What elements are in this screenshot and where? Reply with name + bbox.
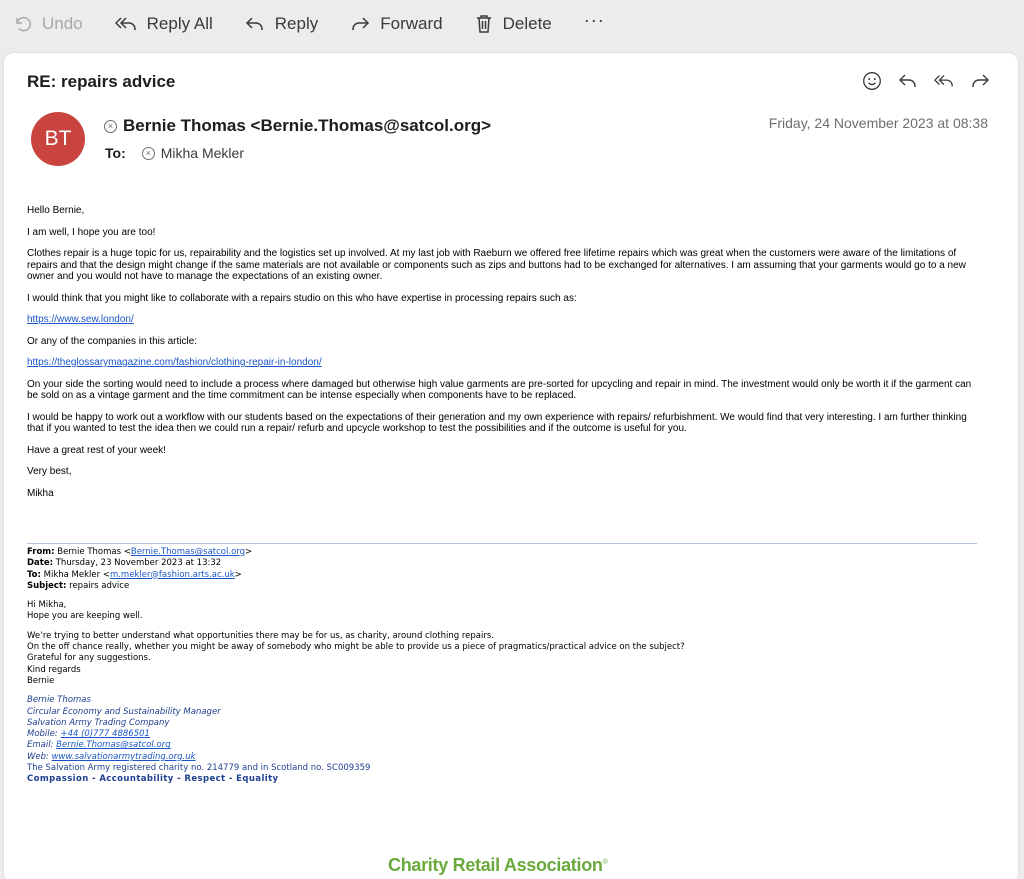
trash-icon [475,14,493,34]
body-paragraph: On your side the sorting would need to include a process where damaged but otherwise high value garments are pre-sorted for upcycling and repair in mind. The investment would only be worth it if the garment can be sold on as a vintage garment and the time commitment can be intense especially when components have to be replaced. [27,378,972,401]
message-body [27,205,977,509]
signature-web-link[interactable]: www.salvationarmytrading.org.uk [51,751,196,762]
signature-phone-link[interactable]: +44 (0)777 4886501 [60,729,150,740]
undo-button[interactable] [14,8,83,40]
quoted-from-email-link[interactable]: Bernie.Thomas@satcol.org [130,547,246,557]
reply-icon [245,16,265,32]
quoted-line: Kind regards [27,664,81,675]
signature-name: Bernie Thomas [27,695,91,706]
glossary-magazine-link[interactable]: https://theglossarymagazine.com/fashion/clothing-repair-in-london/ [27,357,322,368]
sender-name[interactable]: Bernie Thomas <Bernie.Thomas@satcol.org> [123,116,492,135]
reply-all-icon [115,16,137,32]
delete-label: Delete [502,14,552,33]
signature-company: Salvation Army Trading Company [27,717,170,728]
undo-label: Undo [42,14,83,33]
reply-button[interactable] [245,8,318,40]
reply-all-icon[interactable] [934,71,954,91]
forward-button[interactable] [350,8,442,40]
reply-all-button[interactable] [115,8,213,40]
more-icon: ··· [583,9,605,30]
delete-button[interactable] [475,8,552,40]
remove-contact-icon[interactable]: × [142,147,155,160]
recipient-line [105,145,244,161]
remove-contact-icon[interactable]: × [104,120,117,133]
reply-all-label: Reply All [146,14,213,33]
body-paragraph: Or any of the companies in this article: [27,335,198,347]
body-closing: Very best, [27,466,72,477]
quoted-line: Hope you are keeping well. [27,611,143,622]
signature-mobile: Mobile: +44 (0)777 4886501 [27,729,150,740]
signature-title: Circular Economy and Sustainability Manager [27,706,221,717]
sew-london-link[interactable]: https://www.sew.london/ [27,314,134,325]
message-subject: RE: repairs advice [27,72,176,91]
undo-icon [14,15,32,33]
body-paragraph: I am well, I hope you are too! [27,226,156,238]
quoted-line: Bernie [27,675,55,686]
body-paragraph: I would think that you might like to collaborate with a repairs studio on this who have expertise in processing repairs such as: [27,292,577,304]
signature-charity-info: The Salvation Army registered charity no. 214779 and in Scotland no. SC009359 [27,763,371,774]
reply-label: Reply [274,14,319,33]
quoted-to: To: Mikha Mekler <m.mekler@fashion.arts.ac.uk> [27,569,242,580]
quoted-line: Hi Mikha, [27,600,67,611]
sender-avatar: BT [31,112,85,166]
signature-email: Email: Bernie.Thomas@satcol.org [27,740,171,751]
quoted-message [27,547,977,786]
forward-icon [350,16,370,32]
quoted-to-email-link[interactable]: m.mekler@fashion.arts.ac.uk [109,569,235,580]
to-label: To: [105,145,126,161]
sender-line [104,116,491,136]
body-paragraph: Have a great rest of your week! [27,444,166,456]
body-paragraph: Clothes repair is a huge topic for us, repairability and the logistics set up involved. At my last job with Raeburn we offered free lifetime repairs which was great when the customers were aware of the limitations of repairs and that the design might change if the same materials are not available or components such as zips and buttons had to be exchanged for alternatives. I am assuming that your garments would go to a new owner and you would not have to manage the expectations of an existing owner. [27,248,966,282]
quote-divider [27,543,977,544]
message-date: Friday, 24 November 2023 at 08:38 [768,115,988,131]
body-paragraph: I would be happy to work out a workflow with our students based on the expectations of their generation and my own experience with repairs/ refurbishment. We would find that very interesting. I am further thinking that if you wanted to test the idea then we could run a repair/ refurb and upcycle workshop to test the possibilities and if the outcome is useful for you. [27,411,967,434]
quoted-from: From: Bernie Thomas <Bernie.Thomas@satcol.org> [27,547,253,557]
forward-label: Forward [380,14,443,33]
signature-web: Web: www.salvationarmytrading.org.uk [27,751,196,762]
quoted-line: We’re trying to better understand what opportunities there may be for us, as charity, around clothing repairs. [27,630,494,641]
emoji-react-icon[interactable] [862,71,882,91]
quoted-line: Grateful for any suggestions. [27,653,151,664]
toolbar [0,0,1024,48]
body-greeting: Hello Bernie, [27,205,85,216]
message-actions [862,71,990,91]
more-button[interactable] [584,4,605,36]
signature-values: Compassion - Accountability - Respect - Equality [27,774,279,785]
recipient-name[interactable]: Mikha Mekler [160,145,244,161]
quoted-line: On the off chance really, whether you might be away of somebody who might be able to provide us a piece of pragmatics/practical advice on the subject? [27,642,685,653]
forward-icon[interactable] [970,71,990,91]
quoted-subject: Subject: repairs advice [27,580,130,591]
reply-icon[interactable] [898,71,918,91]
quoted-date: Date: Thursday, 23 November 2023 at 13:32 [27,558,222,569]
message-view [4,53,1018,879]
body-signoff: Mikha [27,487,54,499]
signature-email-link[interactable]: Bernie.Thomas@satcol.org [56,740,171,751]
charity-retail-association-logo: Charity Retail Association® [388,855,608,875]
